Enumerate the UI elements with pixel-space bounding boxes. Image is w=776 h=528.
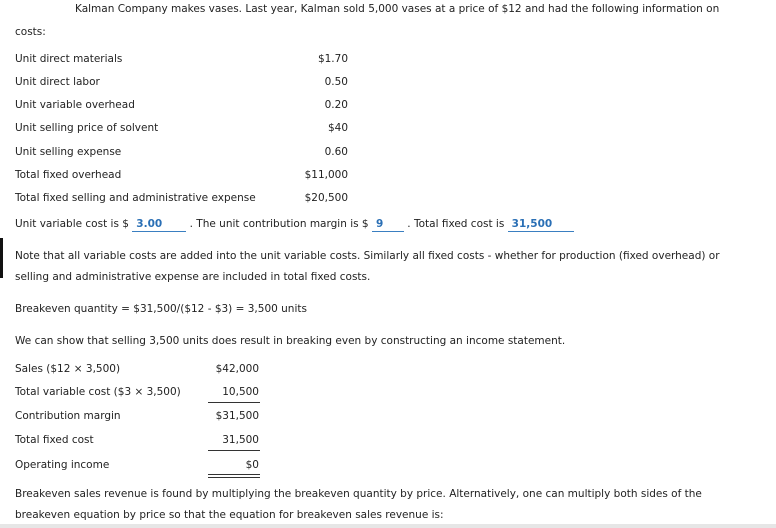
- cost-label-fixed-overhead: Total fixed overhead: [15, 169, 122, 181]
- answer-text-2: . The unit contribution margin is $: [189, 218, 369, 230]
- page-edge-marker: [0, 238, 3, 278]
- is-value-contribution-margin: $31,500: [215, 410, 259, 422]
- cost-value-direct-materials: $1.70: [317, 53, 348, 65]
- is-label-variable-cost: Total variable cost ($3 × 3,500): [15, 386, 181, 398]
- cost-label-fixed-selling-admin: Total fixed selling and administrative expense: [15, 192, 256, 204]
- total-fixed-cost-answer[interactable]: 31,500: [508, 218, 574, 232]
- intro-line-1: Kalman Company makes vases. Last year, Kalman sold 5,000 vases at a price of $12 and had the following information on: [75, 3, 720, 15]
- cost-label-selling-expense: Unit selling expense: [15, 146, 122, 158]
- income-statement-intro: We can show that selling 3,500 units does result in breaking even by constructing an income statement.: [15, 335, 566, 347]
- cost-value-selling-price-solvent: $40: [327, 122, 348, 134]
- revenue-note-line-2: breakeven equation by price so that the equation for breakeven sales revenue is:: [15, 509, 444, 521]
- is-value-fixed-cost: 31,500: [222, 434, 259, 446]
- cost-value-selling-expense: 0.60: [324, 146, 348, 158]
- is-value-variable-cost: 10,500: [222, 386, 259, 398]
- underline-variable-cost: [208, 402, 260, 403]
- is-label-fixed-cost: Total fixed cost: [15, 434, 94, 446]
- cost-value-direct-labor: 0.50: [324, 76, 348, 88]
- cost-value-variable-overhead: 0.20: [324, 99, 348, 111]
- is-value-operating-income: $0: [245, 459, 259, 471]
- bottom-divider: [0, 524, 776, 528]
- note-line-2: selling and administrative expense are included in total fixed costs.: [15, 271, 371, 283]
- intro-line-2: costs:: [15, 26, 46, 38]
- cost-label-direct-labor: Unit direct labor: [15, 76, 100, 88]
- revenue-note-line-1: Breakeven sales revenue is found by multiplying the breakeven quantity by price. Alternatively, one can multiply both sides of the: [15, 488, 702, 500]
- cost-value-fixed-overhead: $11,000: [304, 169, 348, 181]
- cost-label-selling-price-solvent: Unit selling price of solvent: [15, 122, 159, 134]
- unit-contribution-margin-answer[interactable]: 9: [372, 218, 404, 232]
- cost-label-direct-materials: Unit direct materials: [15, 53, 123, 65]
- cost-value-fixed-selling-admin: $20,500: [304, 192, 348, 204]
- answer-text-1: Unit variable cost is $: [15, 218, 129, 230]
- is-label-contribution-margin: Contribution margin: [15, 410, 121, 422]
- double-underline-bottom: [208, 477, 260, 478]
- is-label-sales: Sales ($12 × 3,500): [15, 363, 121, 375]
- underline-fixed-cost: [208, 450, 260, 451]
- answer-text-3: . Total fixed cost is: [407, 218, 505, 230]
- double-underline-top: [208, 474, 260, 475]
- breakeven-formula: Breakeven quantity = $31,500/($12 - $3) = 3,500 units: [15, 303, 307, 315]
- cost-label-variable-overhead: Unit variable overhead: [15, 99, 135, 111]
- note-line-1: Note that all variable costs are added into the unit variable costs. Similarly all fixed costs - whether for production (fixed overhead) or: [15, 250, 720, 262]
- is-value-sales: $42,000: [215, 363, 259, 375]
- answer-sentence: [15, 218, 574, 232]
- unit-variable-cost-answer[interactable]: 3.00: [132, 218, 186, 232]
- is-label-operating-income: Operating income: [15, 459, 110, 471]
